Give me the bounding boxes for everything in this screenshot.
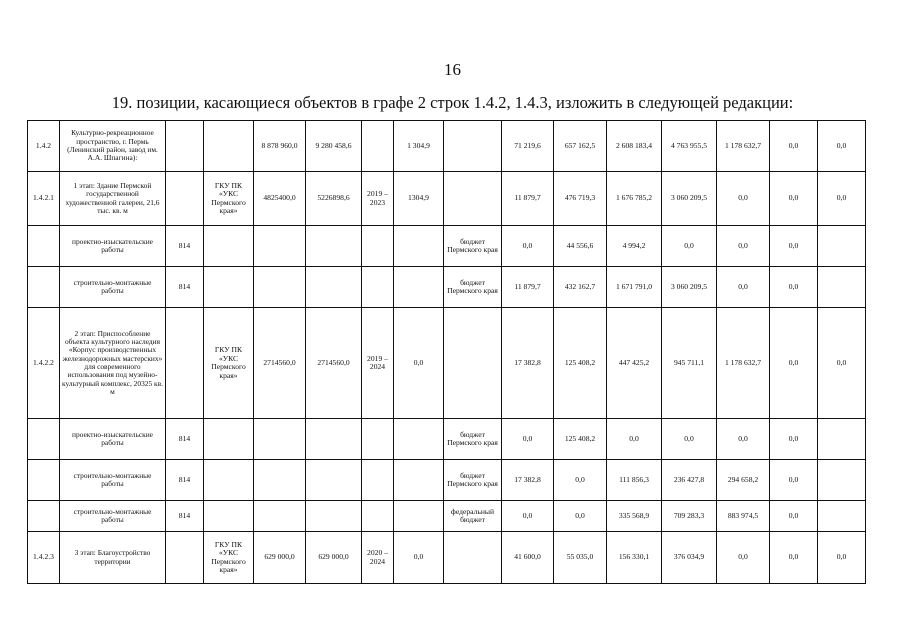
table-cell: 11 879,7 — [502, 267, 554, 308]
table-cell: 432 162,7 — [554, 267, 607, 308]
table-cell: 883 974,5 — [717, 501, 770, 532]
table-cell: 44 556,6 — [554, 226, 607, 267]
table-cell — [204, 460, 254, 501]
table-cell: 4 763 955,5 — [662, 121, 717, 172]
table-cell: 0,0 — [502, 226, 554, 267]
table-cell — [28, 226, 60, 267]
table-cell — [204, 419, 254, 460]
table-cell — [204, 121, 254, 172]
table-cell: 125 408,2 — [554, 419, 607, 460]
table-cell — [444, 172, 502, 226]
table-cell: бюджет Пермского края — [444, 267, 502, 308]
table-cell: 629 000,0 — [306, 532, 362, 584]
table-cell: 0,0 — [770, 172, 818, 226]
table-cell: бюджет Пермского края — [444, 460, 502, 501]
table-cell: 2 этап: Приспособление объекта культурного наследия «Корпус производственных железнодорожных мастерских» для современного использования под музейно-культурный комплекс, 20325 кв. м — [60, 308, 166, 419]
table-cell: 629 000,0 — [254, 532, 306, 584]
table-cell — [204, 267, 254, 308]
table-cell: 0,0 — [717, 532, 770, 584]
table-cell: 1 304,9 — [394, 121, 444, 172]
table-cell: 8 878 960,0 — [254, 121, 306, 172]
table-cell: федеральный бюджет — [444, 501, 502, 532]
table-cell: 0,0 — [818, 532, 866, 584]
table-cell — [818, 501, 866, 532]
table-cell — [254, 460, 306, 501]
table-row — [28, 121, 866, 172]
table-cell: бюджет Пермского края — [444, 226, 502, 267]
table-cell: 0,0 — [770, 308, 818, 419]
table-row — [28, 532, 866, 584]
table-cell: 0,0 — [554, 501, 607, 532]
table-cell: 335 568,9 — [607, 501, 662, 532]
table-cell — [362, 419, 394, 460]
table-cell: 0,0 — [394, 532, 444, 584]
table-cell — [254, 267, 306, 308]
table-cell — [204, 226, 254, 267]
table-cell — [166, 308, 204, 419]
table-row — [28, 419, 866, 460]
table-cell: 1 178 632,7 — [717, 308, 770, 419]
table-cell: 709 283,3 — [662, 501, 717, 532]
table-cell: 125 408,2 — [554, 308, 607, 419]
table-cell: 3 060 209,5 — [662, 267, 717, 308]
table-cell — [306, 267, 362, 308]
table-cell: 11 879,7 — [502, 172, 554, 226]
table-cell: строительно-монтажные работы — [60, 501, 166, 532]
table-cell — [254, 501, 306, 532]
table-cell — [166, 172, 204, 226]
table-cell — [166, 121, 204, 172]
table-cell: 0,0 — [770, 532, 818, 584]
table-cell: 2019 – 2023 — [362, 172, 394, 226]
table-cell: 236 427,8 — [662, 460, 717, 501]
table-cell: 2714560,0 — [306, 308, 362, 419]
table-cell: 0,0 — [818, 121, 866, 172]
table-cell — [254, 419, 306, 460]
table-cell: 2019 – 2024 — [362, 308, 394, 419]
table-cell — [818, 460, 866, 501]
table-cell — [306, 226, 362, 267]
table-cell: 0,0 — [770, 501, 818, 532]
table-cell: 0,0 — [717, 226, 770, 267]
table-cell: 111 856,3 — [607, 460, 662, 501]
table-cell: 0,0 — [662, 226, 717, 267]
objects-table — [27, 120, 866, 584]
table-cell — [28, 501, 60, 532]
table-cell: 1.4.2.2 — [28, 308, 60, 419]
table-cell — [818, 267, 866, 308]
table-cell: 0,0 — [770, 121, 818, 172]
table-cell — [306, 501, 362, 532]
table-cell: 41 600,0 — [502, 532, 554, 584]
table-row — [28, 226, 866, 267]
table-cell: 814 — [166, 267, 204, 308]
table-cell — [28, 267, 60, 308]
amendment-heading: 19. позиции, касающиеся объектов в графе 2 строк 1.4.2, 1.4.3, изложить в следующей редакции: — [111, 93, 794, 112]
table-cell: строительно-монтажные работы — [60, 267, 166, 308]
table-cell: 0,0 — [717, 172, 770, 226]
table-cell — [444, 532, 502, 584]
table-cell — [444, 121, 502, 172]
table-cell — [362, 460, 394, 501]
table-cell: проектно-изыскательские работы — [60, 419, 166, 460]
table-cell: 0,0 — [770, 267, 818, 308]
table-cell — [394, 419, 444, 460]
table-cell: 2 608 183,4 — [607, 121, 662, 172]
table-cell: 9 280 458,6 — [306, 121, 362, 172]
table-cell: 376 034,9 — [662, 532, 717, 584]
table-cell — [394, 460, 444, 501]
table-row — [28, 172, 866, 226]
table-cell: 945 711,1 — [662, 308, 717, 419]
table-cell — [362, 226, 394, 267]
table-cell: 0,0 — [502, 419, 554, 460]
table-cell: 0,0 — [554, 460, 607, 501]
table-cell: 4825400,0 — [254, 172, 306, 226]
table-cell: 0,0 — [717, 267, 770, 308]
table-cell: 1.4.2.3 — [28, 532, 60, 584]
table-cell: строительно-монтажные работы — [60, 460, 166, 501]
table-cell — [444, 308, 502, 419]
table-row — [28, 308, 866, 419]
table-cell: 814 — [166, 460, 204, 501]
table-cell: 156 330,1 — [607, 532, 662, 584]
table-cell: 55 035,0 — [554, 532, 607, 584]
table-cell: 814 — [166, 501, 204, 532]
table-cell: 0,0 — [717, 419, 770, 460]
table-cell: ГКУ ПК «УКС Пермского края» — [204, 172, 254, 226]
table-cell: 1304,9 — [394, 172, 444, 226]
table-cell: бюджет Пермского края — [444, 419, 502, 460]
table-cell: 0,0 — [818, 172, 866, 226]
table-cell: 814 — [166, 419, 204, 460]
table-cell: 0,0 — [607, 419, 662, 460]
table-cell: 0,0 — [770, 419, 818, 460]
table-cell: 447 425,2 — [607, 308, 662, 419]
table-cell — [818, 419, 866, 460]
table-cell: 1.4.2 — [28, 121, 60, 172]
table-row — [28, 267, 866, 308]
table-cell: 476 719,3 — [554, 172, 607, 226]
table-cell — [394, 267, 444, 308]
table-cell — [394, 226, 444, 267]
table-cell: 1.4.2.1 — [28, 172, 60, 226]
table-cell: 4 994,2 — [607, 226, 662, 267]
table-cell — [818, 226, 866, 267]
table-cell: 2714560,0 — [254, 308, 306, 419]
table-cell — [306, 419, 362, 460]
table-cell: 1 178 632,7 — [717, 121, 770, 172]
table-cell — [28, 460, 60, 501]
table-cell: 0,0 — [770, 460, 818, 501]
table-cell — [362, 501, 394, 532]
table-cell — [394, 501, 444, 532]
table-cell: 17 382,8 — [502, 308, 554, 419]
table-cell — [254, 226, 306, 267]
table-cell: 2020 – 2024 — [362, 532, 394, 584]
table-cell: 0,0 — [394, 308, 444, 419]
table-cell: 3 060 209,5 — [662, 172, 717, 226]
table-cell — [362, 267, 394, 308]
table-cell: 1 671 791,0 — [607, 267, 662, 308]
table-cell: 294 658,2 — [717, 460, 770, 501]
table-cell: 657 162,5 — [554, 121, 607, 172]
table-cell: 3 этап: Благоустройство территории — [60, 532, 166, 584]
table-cell: 17 382,8 — [502, 460, 554, 501]
table-cell — [28, 419, 60, 460]
table-cell: 0,0 — [770, 226, 818, 267]
table-cell: ГКУ ПК «УКС Пермского края» — [204, 308, 254, 419]
table-cell — [306, 460, 362, 501]
table-cell: ГКУ ПК «УКС Пермского края» — [204, 532, 254, 584]
table-cell: 5226898,6 — [306, 172, 362, 226]
page-number: 16 — [444, 60, 461, 79]
table-cell — [362, 121, 394, 172]
table-cell: 71 219,6 — [502, 121, 554, 172]
table-row — [28, 501, 866, 532]
table-cell — [166, 532, 204, 584]
table-cell: 814 — [166, 226, 204, 267]
table-cell: 1 676 785,2 — [607, 172, 662, 226]
table-cell: 0,0 — [818, 308, 866, 419]
table-cell: 0,0 — [662, 419, 717, 460]
table-cell: проектно-изыскательские работы — [60, 226, 166, 267]
table-row — [28, 460, 866, 501]
table-cell — [204, 501, 254, 532]
table-cell: Культурно-рекреационное пространство, г. Пермь (Ленинский район, завод им. А.А. Шпагина): — [60, 121, 166, 172]
table-cell: 1 этап: Здание Пермской государственной художественной галереи, 21,6 тыс. кв. м — [60, 172, 166, 226]
table-cell: 0,0 — [502, 501, 554, 532]
